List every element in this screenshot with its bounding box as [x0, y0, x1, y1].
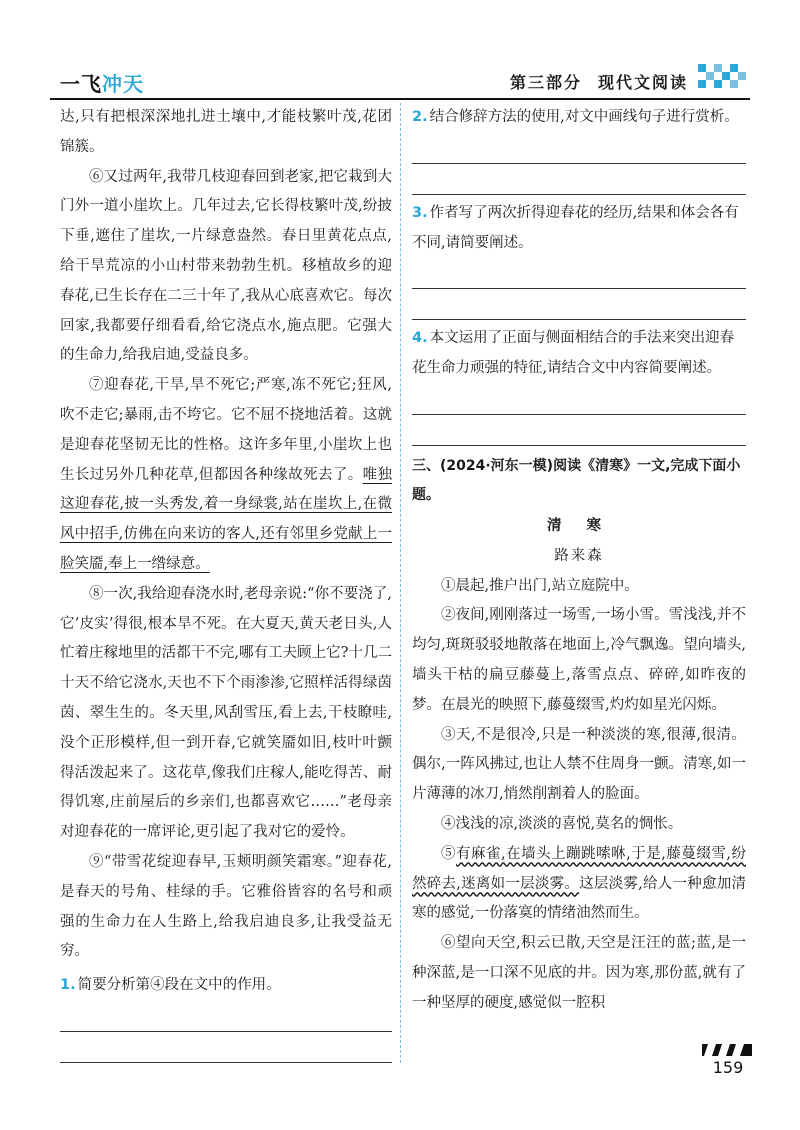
question-3 [412, 199, 746, 259]
question-2-text: 结合修辞方法的使用,对文中画线句子进行赏析。 [429, 109, 739, 125]
page-header [50, 60, 750, 100]
question-2-number: 2. [412, 109, 428, 125]
article-paragraph-2: ②夜间,刚刚落过一场雪,一场小雪。雪浅浅,并不均匀,斑斑驳驳地散落在地面上,冷气飘逸。望向墙头,墙头干枯的扁豆藤蔓上,落雪点点、碎碎,如昨夜的梦。在晨光的映照下,藤蔓缀雪,灼灼如星光闪烁。 [412, 607, 746, 713]
question-2 [412, 103, 746, 133]
question-4 [412, 324, 746, 384]
paragraph-8: ⑧一次,我给迎春浇水时,老母亲说:“你不要浇了,它‘皮实’得很,根本旱不死。在大夏天,黄天老日头,人忙着庄稼地里的活都干不完,哪有工夫顾上它?十几二十天不给它浇水,天也不下个雨渗渗,它照样活得绿茵茵、翠生生的。冬天里,风刮雪压,看上去,干枝瞭哇,没个正形模样,但一到开春,它就笑靥如旧,枝叶叶颤得活泼起来了。这花草,像我们庄稼人,能吃得苦、耐得饥寒,庄前屋后的乡亲们,也都喜欢它……”老母亲对迎春花的一席评论,更引起了我对它的爱怜。 [60, 585, 392, 841]
brand-prefix: 一飞 [60, 72, 102, 96]
paragraph-6: ⑥又过两年,我带几枝迎春回到老家,把它栽到大门外一道小崖坎上。几年过去,它长得枝繁叶茂,纷披下垂,遮住了崖坎,一片绿意盎然。春日里黄花点点,给干旱荒凉的小山村带来勃勃生机。移植故乡的迎春花,已生长存在二三十年了,我从心底喜欢它。每次回家,我都要仔细看看,给它浇点水,施点肥。它强大的生命力,给我启迪,受益良多。 [60, 168, 392, 364]
section-label: 现代文阅读 [597, 73, 688, 92]
question-1-number: 1. [60, 977, 76, 994]
section-3-heading: 三、(2024·河东一模)阅读《清寒》一文,完成下面小题。 [412, 457, 741, 503]
paragraph-9: ⑨“带雪花绽迎春早,玉颊明颜笑霜寒。”迎春花,是春天的号角、桂绿的手。它雅俗皆容的名号和顽强的生命力在人生路上,给我启迪良多,让我受益无穷。 [60, 853, 392, 960]
article-paragraph-3: ③天,不是很冷,只是一种淡淡的寒,很薄,很清。偶尔,一阵风拂过,也让人禁不住周身一颤。清寒,如一片薄薄的冰刀,悄然削割着人的脸面。 [412, 726, 746, 803]
checker-decoration-icon [698, 64, 750, 92]
answer-line[interactable] [412, 289, 746, 320]
question-4-text: 本文运用了正面与侧面相结合的手法来突出迎春花生命力顽强的特征,请结合文中内容简要阐述。 [412, 330, 735, 377]
question-1 [60, 971, 392, 1001]
part-label: 第三部分 [509, 73, 582, 92]
article-paragraph-4: ④浅浅的凉,淡淡的喜悦,莫名的惆怅。 [441, 815, 683, 832]
underlined-sentence: 唯独这迎春花,披一头秀发,着一身绿裳,站在崖坎上,在微风中招手,仿佛在向来访的客人,还有邻里乡党献上一脸笑靥,奉上一绺绿意。 [60, 466, 393, 572]
article-author: 路来森 [554, 547, 604, 564]
article-paragraph-5-text: 这层淡雾,给人一种愈加清寒的感觉,一份落寞的情绪油然而生。 [412, 875, 746, 922]
paragraph-7-text: ⑦迎春花,干旱,旱不死它;严寒,冻不死它;狂风,吹不走它;暴雨,击不垮它。它不屈不挠地活着。这就是迎春花坚韧无比的性格。这许多年里,小崖坎上也生长过另外几种花草,但都因各种缘故死去了。 [60, 377, 392, 483]
answer-line[interactable] [60, 1032, 392, 1063]
column-divider [400, 103, 401, 1063]
answer-line[interactable] [412, 384, 746, 415]
question-4-number: 4. [412, 330, 428, 347]
answer-line[interactable] [412, 258, 746, 289]
right-column [412, 103, 746, 1019]
page-number: 159 [712, 1058, 744, 1077]
page-number-badge [700, 1040, 756, 1084]
header-rule [50, 98, 750, 100]
clapper-stripes-icon [700, 1040, 756, 1060]
article-title: 清 寒 [546, 517, 612, 534]
answer-line[interactable] [412, 133, 746, 164]
wavy-underlined-sentence: 有麻雀,在墙头上蹦跳嗦咻,于是,藤蔓缀雪,纷然碎去,迷离如一层淡雾。 [412, 845, 747, 892]
article-paragraph-5-number: ⑤ [441, 845, 457, 862]
question-3-number: 3. [412, 204, 428, 221]
answer-line[interactable] [60, 1001, 392, 1032]
article-paragraph-6: ⑥望向天空,积云已散,天空是汪汪的蓝;蓝,是一种深蓝,是一口深不见底的井。因为寒,那份蓝,就有了一种坚厚的硬度,感觉似一腔积 [412, 935, 746, 1011]
left-column [60, 103, 392, 1063]
paragraph-continued: 达,只有把根深深地扎进土壤中,才能枝繁叶茂,花团锦簇。 [60, 109, 392, 155]
brand-logo [60, 68, 144, 97]
question-3-text: 作者写了两次折得迎春花的经历,结果和体会各有不同,请简要阐述。 [412, 204, 739, 251]
brand-suffix: 冲天 [102, 72, 144, 96]
article-paragraph-5 [412, 840, 746, 929]
answer-line[interactable] [412, 164, 746, 195]
question-1-text: 简要分析第④段在文中的作用。 [77, 977, 281, 994]
answer-line[interactable] [412, 415, 746, 446]
section-title [510, 70, 688, 93]
paragraph-7 [60, 371, 392, 580]
article-paragraph-1: ①晨起,推户出门,站立庭院中。 [441, 577, 639, 594]
